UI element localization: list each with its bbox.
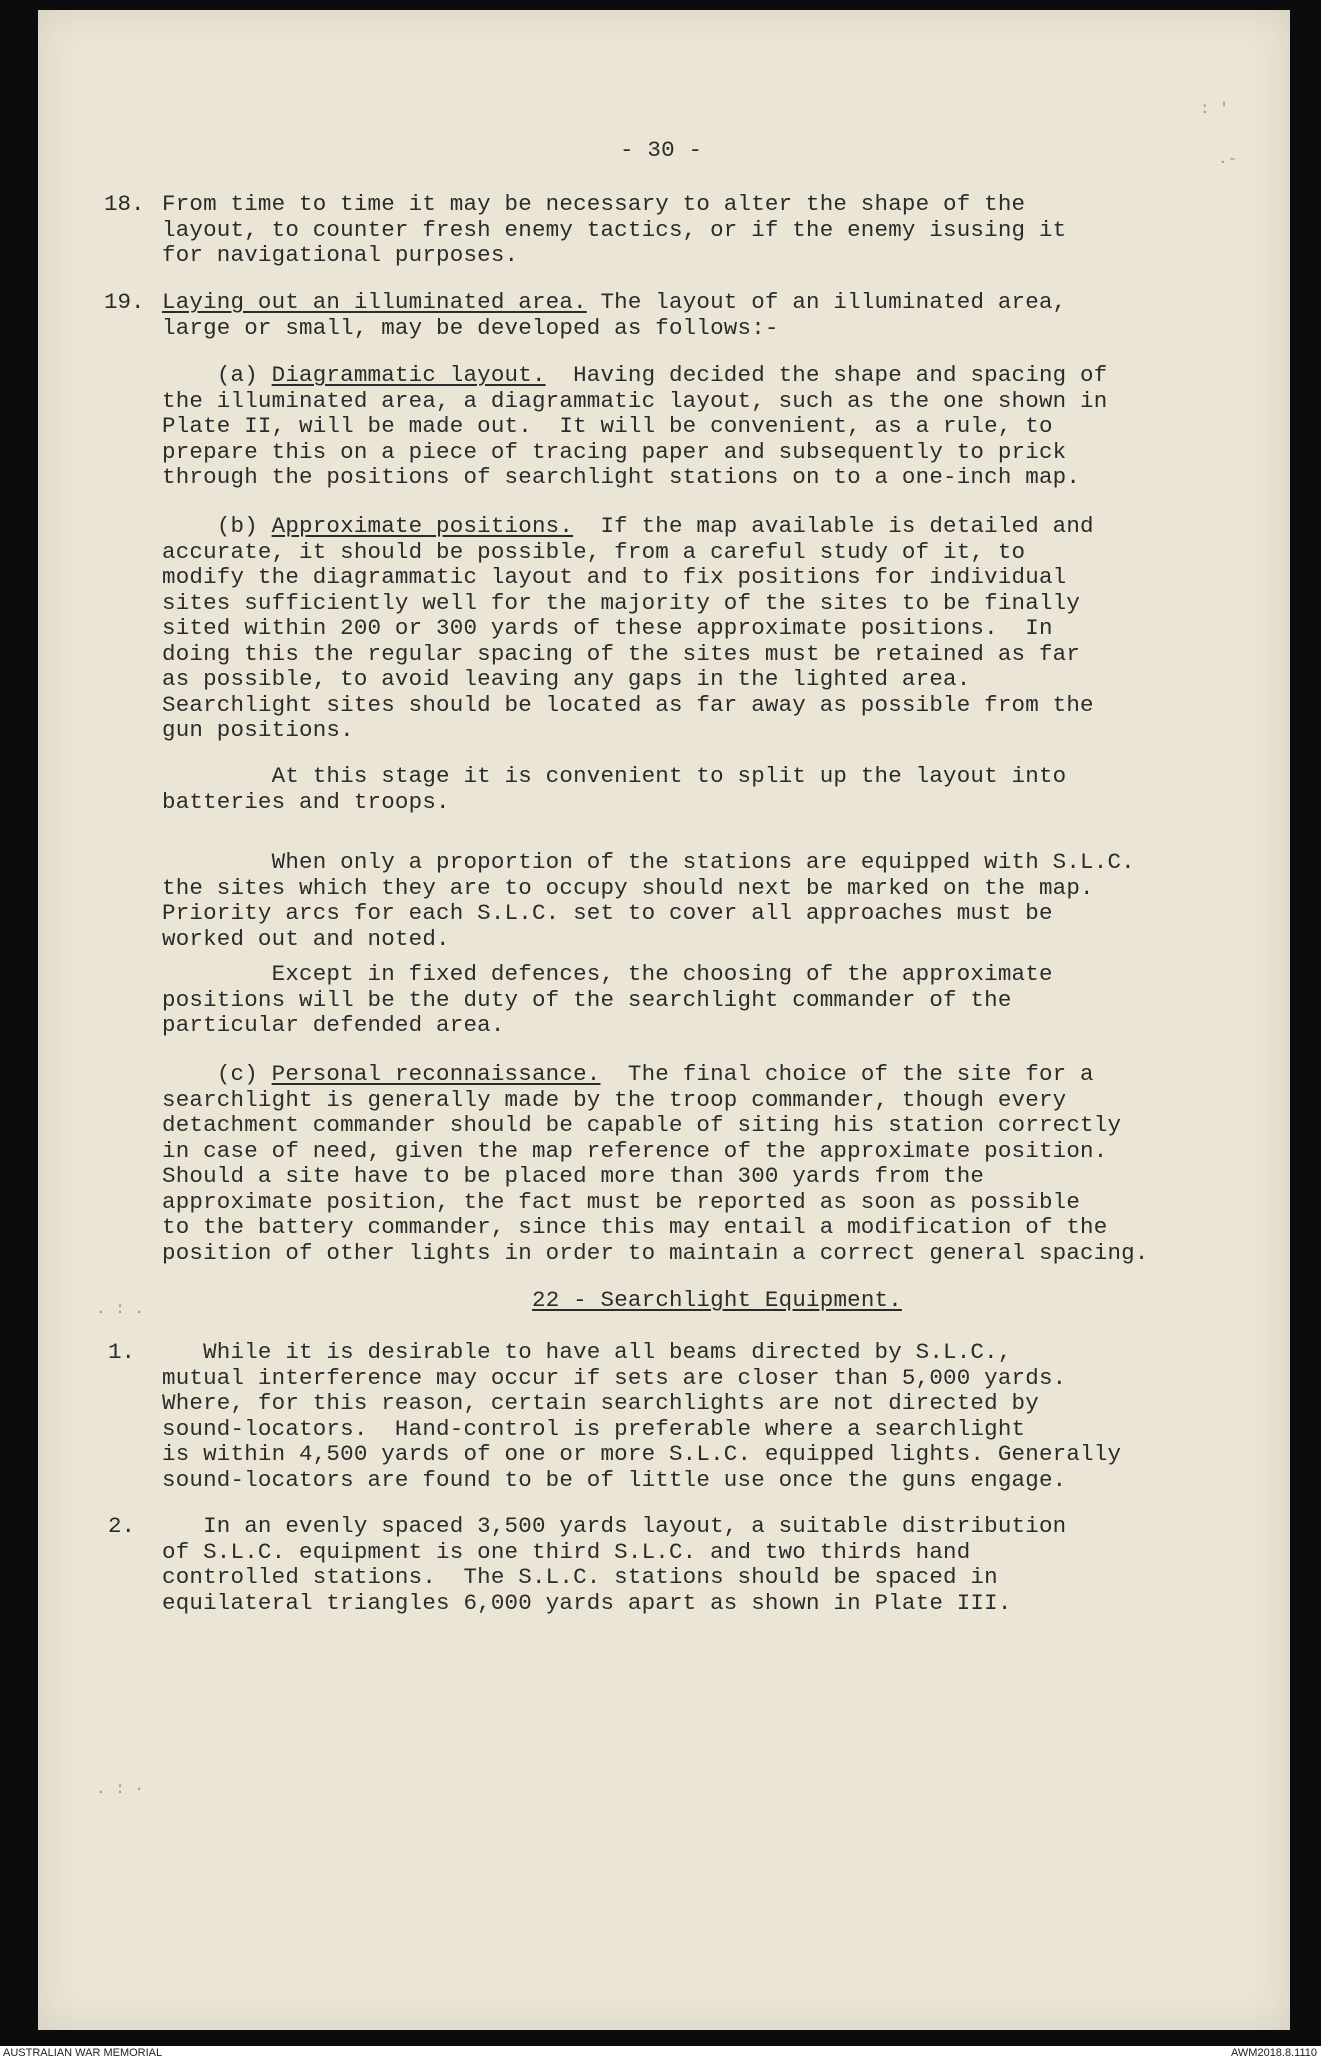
paragraph-b-title: Approximate positions. (271, 513, 574, 539)
paragraph-stage: At this stage it is convenient to split up the layout into batteries and troops. (162, 763, 1067, 815)
paragraph-c: (c) Personal reconnaissance. The final choice of the site for a searchlight is generally made by the troop commander, though every detachment commander should be capable of siting his station correctly in case of need, given the map reference of the approximate position. Should a site have to be placed more than 300 yards from the approximate position, the fact must be reported as soon as possible to the battery commander, since this may entail a modification of the position of other lights in order to maintain a correct general spacing. (162, 1061, 1149, 1266)
item-1-text: While it is desirable to have all beams directed by S.L.C., mutual interference may occur if sets are closer than 5,000 yards. Where, for this reason, certain searchlights are not directed by sound-locators. Hand-control is preferable where a searchlight is within 4,500 yards of one or more S.L.C. equipped lights. Generally sound-locators are found to be of little use once the guns engage. (162, 1339, 1122, 1493)
page-number: - 30 - (620, 137, 703, 163)
item-2-text: In an evenly spaced 3,500 yards layout, a suitable distribution of S.L.C. equipment is one third S.L.C. and two thirds hand controlled stations. The S.L.C. stations should be spaced in equilateral triangles 6,000 yards apart as shown in Plate III. (162, 1513, 1067, 1616)
paragraph-slc: When only a proportion of the stations are equipped with S.L.C. the sites which they are to occupy should next be marked on the map. Priority arcs for each S.L.C. set to cover all approaches must be worked out and noted. (162, 849, 1135, 952)
paragraph-except: Except in fixed defences, the choosing of the approximate positions will be the duty of the searchlight commander of the particular defended area. (162, 961, 1053, 1038)
section-19-text: Laying out an illuminated area. The layout of an illuminated area, large or small, may be developed as follows:- (162, 289, 1067, 341)
paragraph-c-title: Personal reconnaissance. (271, 1061, 601, 1087)
paragraph-a: (a) Diagrammatic layout. Having decided the shape and spacing of the illuminated area, a diagrammatic layout, such as the one shown in Plate II, will be made out. It will be convenient, as a rule, to prepare this on a piece of tracing paper and subsequently to prick through the positions of searchlight stations on to a one-inch map. (162, 362, 1108, 490)
section-heading-22: 22 - Searchlight Equipment. (532, 1287, 902, 1313)
section-number-19: 19. (104, 289, 145, 315)
footer-reference: AWM2018.8.1110 (1230, 2047, 1317, 2059)
footer-archive-name: AUSTRALIAN WAR MEMORIAL (3, 2047, 163, 2059)
item-number-1: 1. (108, 1339, 136, 1365)
section-number-18: 18. (104, 191, 145, 217)
footer-bar (0, 2046, 1321, 2061)
section-18-text: From time to time it may be necessary to alter the shape of the layout, to counter fresh enemy tactics, or if the enemy isusing it for navigational purposes. (162, 191, 1067, 268)
paragraph-a-title: Diagrammatic layout. (271, 362, 546, 388)
paragraph-b: (b) Approximate positions. If the map available is detailed and accurate, it should be possible, from a careful study of it, to modify the diagrammatic layout and to fix positions for individual sites sufficiently well for the majority of the sites to be finally sited within 200 or 300 yards of these approximate positions. In doing this the regular spacing of the sites must be retained as far as possible, to avoid leaving any gaps in the lighted area. Searchlight sites should be located as far away as possible from the gun positions. (162, 513, 1094, 743)
section-19-title: Laying out an illuminated area. (162, 289, 587, 315)
item-number-2: 2. (108, 1513, 136, 1539)
